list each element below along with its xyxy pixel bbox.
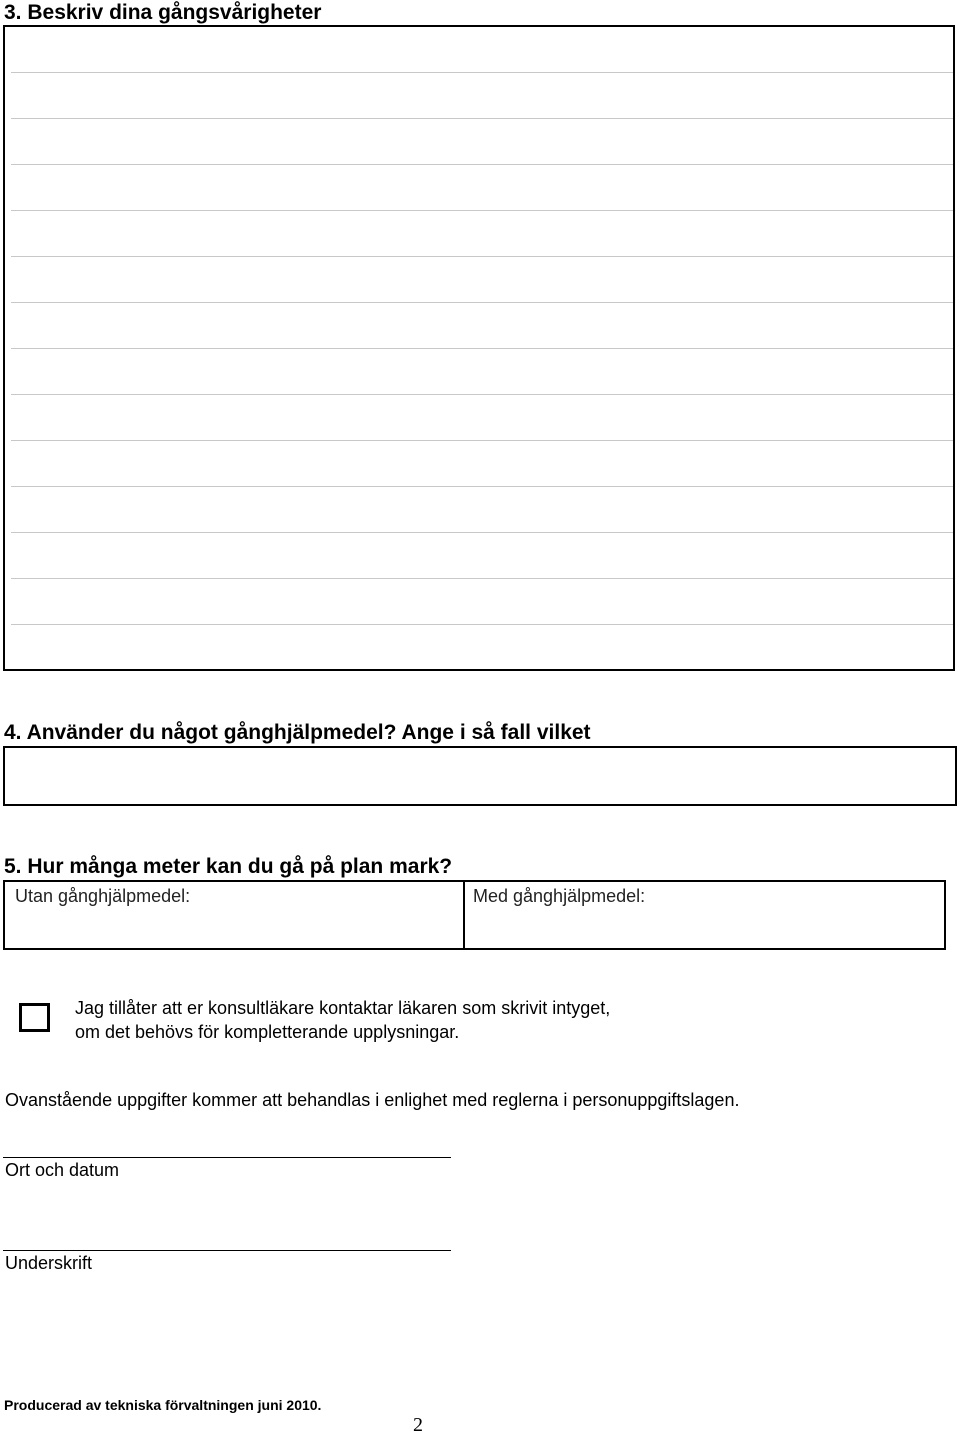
writing-line (11, 302, 953, 303)
gait-difficulties-textarea[interactable] (3, 25, 955, 671)
consent-text-line-1: Jag tillåter att er konsultläkare kontaktar läkaren som skrivit intyget, (75, 998, 611, 1018)
writing-line (11, 440, 953, 441)
writing-line (11, 72, 953, 73)
writing-line (11, 256, 953, 257)
without-aid-label: Utan gånghjälpmedel: (15, 886, 191, 906)
without-aid-input[interactable] (5, 882, 461, 948)
signature-label: Underskrift (5, 1253, 93, 1273)
place-date-label: Ort och datum (5, 1160, 120, 1180)
writing-line (11, 532, 953, 533)
consent-text-line-2: om det behövs för kompletterande upplysningar. (75, 1022, 460, 1042)
writing-line (11, 210, 953, 211)
privacy-notice: Ovanstående uppgifter kommer att behandlas i enlighet med reglerna i personuppgiftslagen. (5, 1090, 740, 1110)
writing-line (11, 624, 953, 625)
writing-line (11, 578, 953, 579)
writing-line (11, 394, 953, 395)
question-4-heading: 4. Använder du något gånghjälpmedel? Ange i så fall vilket (4, 721, 591, 744)
page-number: 2 (413, 1414, 423, 1436)
with-aid-input[interactable] (465, 882, 944, 948)
writing-line (11, 118, 953, 119)
question-3-heading: 3. Beskriv dina gångsvårigheter (4, 1, 322, 24)
walking-aid-input[interactable] (3, 746, 957, 806)
producer-footer: Producerad av tekniska förvaltningen juni 2010. (4, 1397, 322, 1413)
walking-distance-table (3, 880, 946, 950)
consent-checkbox[interactable] (19, 1003, 50, 1032)
writing-line (11, 348, 953, 349)
with-aid-label: Med gånghjälpmedel: (473, 886, 646, 906)
writing-line (11, 486, 953, 487)
question-5-heading: 5. Hur många meter kan du gå på plan mark? (4, 855, 453, 878)
writing-line (11, 164, 953, 165)
